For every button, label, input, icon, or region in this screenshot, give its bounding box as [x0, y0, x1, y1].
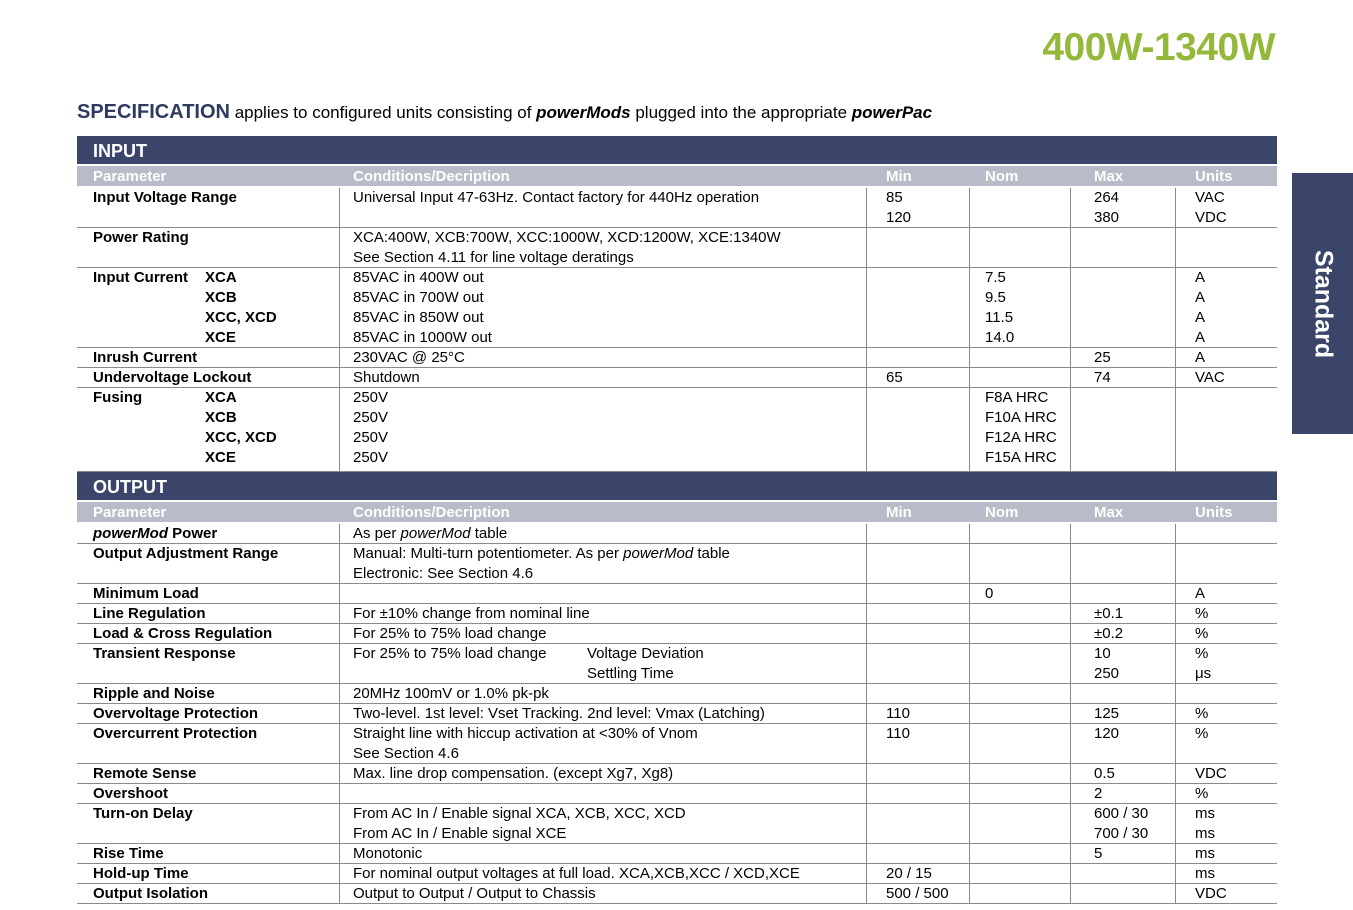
max-value: 10 — [1094, 645, 1111, 662]
condition-text: 250V — [353, 449, 389, 466]
condition-text: Electronic: See Section 4.6 — [353, 565, 534, 582]
column-divider — [1175, 684, 1176, 703]
max-value: 0.5 — [1094, 765, 1115, 782]
table-row — [77, 348, 1277, 368]
max-value: 264 — [1094, 189, 1120, 206]
column-divider — [866, 188, 867, 227]
column-divider — [969, 624, 970, 643]
column-divider — [969, 228, 970, 267]
max-value: 74 — [1094, 369, 1111, 386]
unit-value: ms — [1195, 805, 1215, 822]
column-divider — [1070, 644, 1071, 683]
column-divider — [866, 524, 867, 543]
col-min: Min — [886, 168, 912, 185]
column-divider — [339, 844, 340, 863]
column-divider — [339, 584, 340, 603]
col-nom: Nom — [985, 504, 1019, 521]
column-divider — [866, 228, 867, 267]
column-divider — [339, 704, 340, 723]
max-value: 120 — [1094, 725, 1120, 742]
column-divider — [1070, 764, 1071, 783]
column-divider — [339, 524, 340, 543]
table-row — [77, 368, 1277, 388]
column-divider — [1175, 348, 1176, 367]
column-divider — [1175, 188, 1176, 227]
column-divider — [1070, 884, 1071, 903]
condition-text: 250V — [353, 409, 389, 426]
unit-value: % — [1195, 725, 1209, 742]
spec-text-1: applies to configured units consisting of — [229, 103, 537, 122]
col-nom: Nom — [985, 168, 1019, 185]
max-value: 125 — [1094, 705, 1120, 722]
parameter-sublabel: XCC, XCD — [205, 429, 277, 446]
input-section-title: INPUT — [93, 141, 147, 161]
column-divider — [1175, 644, 1176, 683]
column-divider — [969, 368, 970, 387]
column-divider — [969, 804, 970, 843]
parameter-sublabel: XCE — [205, 329, 236, 346]
table-row — [77, 764, 1277, 784]
parameter-label: Overcurrent Protection — [93, 725, 258, 742]
table-row — [77, 724, 1277, 764]
column-divider — [969, 724, 970, 763]
column-divider — [1175, 228, 1176, 267]
column-divider — [1070, 544, 1071, 583]
column-divider — [1175, 584, 1176, 603]
condition-text: See Section 4.6 — [353, 745, 459, 762]
unit-value: ms — [1195, 845, 1215, 862]
condition-subtext: Settling Time — [587, 665, 674, 682]
side-tab-standard — [1292, 173, 1353, 434]
parameter-italic: powerMod — [93, 525, 168, 542]
column-divider — [866, 268, 867, 347]
column-divider — [866, 388, 867, 471]
col-units: Units — [1195, 504, 1233, 521]
min-value: 500 / 500 — [886, 885, 949, 902]
unit-value: μs — [1195, 665, 1212, 682]
column-divider — [1070, 804, 1071, 843]
min-value: 65 — [886, 369, 903, 386]
column-divider — [969, 584, 970, 603]
parameter-label: Fusing — [93, 389, 143, 406]
column-divider — [339, 624, 340, 643]
condition-part: powerMod — [400, 525, 471, 542]
column-divider — [339, 684, 340, 703]
unit-value: VAC — [1195, 369, 1225, 386]
table-row — [77, 268, 1277, 348]
col-parameter: Parameter — [93, 504, 167, 521]
parameter-label: Output Adjustment Range — [93, 545, 279, 562]
parameter-label: Input Voltage Range — [93, 189, 237, 206]
column-divider — [1175, 724, 1176, 763]
table-row — [77, 884, 1277, 904]
column-divider — [866, 544, 867, 583]
column-divider — [1175, 268, 1176, 347]
table-row — [77, 844, 1277, 864]
table-row — [77, 188, 1277, 228]
column-divider — [1070, 368, 1071, 387]
spec-powerpac: powerPac — [851, 103, 933, 122]
parameter-label: Transient Response — [93, 645, 236, 662]
col-max: Max — [1094, 168, 1124, 185]
col-parameter: Parameter — [93, 168, 167, 185]
parameter-suffix: Power — [168, 525, 218, 542]
unit-value: VAC — [1195, 189, 1225, 206]
column-divider — [1175, 784, 1176, 803]
nom-value: 0 — [985, 585, 994, 602]
condition-text: Max. line drop compensation. (except Xg7, Xg8) — [353, 765, 674, 782]
max-value: 700 / 30 — [1094, 825, 1149, 842]
column-divider — [1175, 864, 1176, 883]
column-divider — [1070, 604, 1071, 623]
table-row — [77, 544, 1277, 584]
parameter-label: Hold-up Time — [93, 865, 189, 882]
parameter-sublabel: XCC, XCD — [205, 309, 277, 326]
column-divider — [969, 704, 970, 723]
condition-text: 20MHz 100mV or 1.0% pk-pk — [353, 685, 549, 702]
table-row — [77, 584, 1277, 604]
specification-label: SPECIFICATION — [77, 101, 230, 123]
parameter-label — [93, 524, 217, 544]
unit-value: A — [1195, 329, 1206, 346]
unit-value: % — [1195, 645, 1209, 662]
nom-value: 7.5 — [985, 269, 1006, 286]
column-divider — [866, 764, 867, 783]
condition-text: 230VAC @ 25°C — [353, 349, 465, 366]
condition-part: Manual: Multi-turn potentiometer. As per — [353, 545, 624, 562]
max-value: 2 — [1094, 785, 1103, 802]
unit-value: VDC — [1195, 885, 1227, 902]
unit-value: % — [1195, 705, 1209, 722]
parameter-label: Overshoot — [93, 785, 169, 802]
unit-value: % — [1195, 785, 1209, 802]
condition-text: From AC In / Enable signal XCE — [353, 825, 567, 842]
unit-value: VDC — [1195, 209, 1227, 226]
condition-text — [353, 544, 730, 564]
column-divider — [969, 644, 970, 683]
condition-text: XCA:400W, XCB:700W, XCC:1000W, XCD:1200W, XCE:1340W — [353, 229, 781, 246]
column-divider — [339, 764, 340, 783]
column-divider — [339, 228, 340, 267]
column-divider — [1070, 784, 1071, 803]
spec-powermods: powerMods — [536, 103, 631, 122]
parameter-label: Input Current — [93, 269, 188, 286]
parameter-label: Output Isolation — [93, 885, 208, 902]
side-tab-label: Standard — [1309, 249, 1337, 358]
column-divider — [339, 268, 340, 347]
nom-value: 11.5 — [985, 309, 1014, 326]
column-divider — [866, 624, 867, 643]
max-value: 380 — [1094, 209, 1120, 226]
column-divider — [866, 844, 867, 863]
output-table — [77, 524, 1277, 904]
column-divider — [339, 604, 340, 623]
table-row — [77, 804, 1277, 844]
unit-value: ms — [1195, 825, 1215, 842]
column-divider — [1175, 764, 1176, 783]
condition-text: 85VAC in 850W out — [353, 309, 484, 326]
column-divider — [1070, 388, 1071, 471]
column-divider — [866, 884, 867, 903]
condition-text: 85VAC in 700W out — [353, 289, 484, 306]
condition-text: For ±10% change from nominal line — [353, 605, 590, 622]
column-divider — [339, 368, 340, 387]
condition-text: 250V — [353, 389, 389, 406]
column-divider — [1175, 884, 1176, 903]
column-divider — [1175, 524, 1176, 543]
column-divider — [1070, 864, 1071, 883]
min-value: 20 / 15 — [886, 865, 932, 882]
column-divider — [1070, 684, 1071, 703]
condition-text: Monotonic — [353, 845, 423, 862]
column-divider — [866, 348, 867, 367]
max-value: 25 — [1094, 349, 1111, 366]
condition-part: table — [470, 525, 508, 542]
output-section-title: OUTPUT — [93, 477, 167, 497]
parameter-label: Inrush Current — [93, 349, 198, 366]
column-divider — [969, 764, 970, 783]
column-divider — [1070, 348, 1071, 367]
column-divider — [866, 644, 867, 683]
parameter-label: Remote Sense — [93, 765, 197, 782]
condition-text: 250V — [353, 429, 389, 446]
column-divider — [1070, 624, 1071, 643]
condition-part: table — [693, 545, 730, 562]
table-row — [77, 228, 1277, 268]
parameter-label: Ripple and Noise — [93, 685, 215, 702]
column-divider — [969, 544, 970, 583]
output-column-header — [77, 502, 1277, 522]
column-divider — [969, 604, 970, 623]
table-row — [77, 684, 1277, 704]
parameter-label: Minimum Load — [93, 585, 199, 602]
column-divider — [1070, 188, 1071, 227]
column-divider — [1070, 228, 1071, 267]
parameter-label: Undervoltage Lockout — [93, 369, 252, 386]
column-divider — [866, 724, 867, 763]
condition-text: For nominal output voltages at full load. XCA,XCB,XCC / XCD,XCE — [353, 865, 800, 882]
condition-text: For 25% to 75% load change — [353, 645, 547, 662]
max-value: ±0.2 — [1094, 625, 1124, 642]
column-divider — [339, 864, 340, 883]
condition-text: See Section 4.11 for line voltage deratings — [353, 249, 634, 266]
parameter-label: Turn-on Delay — [93, 805, 193, 822]
col-conditions: Conditions/Decription — [353, 168, 510, 185]
column-divider — [339, 544, 340, 583]
col-conditions: Conditions/Decription — [353, 504, 510, 521]
nom-value: F15A HRC — [985, 449, 1057, 466]
column-divider — [969, 844, 970, 863]
specification-line — [77, 101, 932, 124]
parameter-label: Power Rating — [93, 229, 189, 246]
column-divider — [969, 684, 970, 703]
input-column-header — [77, 166, 1277, 186]
column-divider — [1175, 544, 1176, 583]
parameter-sublabel: XCA — [205, 389, 237, 406]
column-divider — [866, 784, 867, 803]
min-value: 110 — [886, 725, 910, 742]
min-value: 85 — [886, 189, 903, 206]
column-divider — [866, 684, 867, 703]
column-divider — [969, 864, 970, 883]
input-table — [77, 188, 1277, 472]
unit-value: A — [1195, 289, 1206, 306]
unit-value: % — [1195, 625, 1209, 642]
condition-text: 85VAC in 400W out — [353, 269, 484, 286]
col-max: Max — [1094, 504, 1124, 521]
column-divider — [969, 348, 970, 367]
parameter-sublabel: XCB — [205, 289, 237, 306]
max-value: 250 — [1094, 665, 1120, 682]
column-divider — [969, 388, 970, 471]
column-divider — [1070, 704, 1071, 723]
column-divider — [1175, 388, 1176, 471]
max-value: 600 / 30 — [1094, 805, 1149, 822]
condition-text: 85VAC in 1000W out — [353, 329, 492, 346]
column-divider — [339, 644, 340, 683]
condition-text: Straight line with hiccup activation at <30% of Vnom — [353, 725, 698, 742]
nom-value: F12A HRC — [985, 429, 1057, 446]
condition-text: Two-level. 1st level: Vset Tracking. 2nd level: Vmax (Latching) — [353, 705, 765, 722]
column-divider — [969, 884, 970, 903]
unit-value: A — [1195, 585, 1206, 602]
column-divider — [1175, 624, 1176, 643]
table-row — [77, 864, 1277, 884]
max-value: ±0.1 — [1094, 605, 1124, 622]
nom-value: F8A HRC — [985, 389, 1049, 406]
nom-value: 14.0 — [985, 329, 1015, 346]
column-divider — [339, 804, 340, 843]
table-row — [77, 604, 1277, 624]
column-divider — [1175, 844, 1176, 863]
nom-value: F10A HRC — [985, 409, 1057, 426]
column-divider — [1070, 584, 1071, 603]
parameter-label: Overvoltage Protection — [93, 705, 259, 722]
parameter-label: Load & Cross Regulation — [93, 625, 273, 642]
col-min: Min — [886, 504, 912, 521]
unit-value: ms — [1195, 865, 1215, 882]
column-divider — [866, 584, 867, 603]
condition-text: Output to Output / Output to Chassis — [353, 885, 596, 902]
column-divider — [339, 784, 340, 803]
col-units: Units — [1195, 168, 1233, 185]
condition-text — [353, 524, 507, 544]
parameter-label: Line Regulation — [93, 605, 206, 622]
column-divider — [339, 884, 340, 903]
table-row — [77, 644, 1277, 684]
column-divider — [339, 188, 340, 227]
column-divider — [866, 804, 867, 843]
min-value: 120 — [886, 209, 912, 226]
unit-value: A — [1195, 309, 1206, 326]
condition-text: Shutdown — [353, 369, 420, 386]
parameter-sublabel: XCA — [205, 269, 237, 286]
output-section-header — [77, 472, 1277, 500]
spec-text-2: plugged into the appropriate — [630, 103, 852, 122]
condition-text: For 25% to 75% load change — [353, 625, 547, 642]
condition-part: powerMod — [623, 545, 694, 562]
parameter-sublabel: XCB — [205, 409, 237, 426]
column-divider — [969, 188, 970, 227]
table-row — [77, 524, 1277, 544]
condition-subtext: Voltage Deviation — [587, 645, 704, 662]
column-divider — [1070, 268, 1071, 347]
min-value: 110 — [886, 705, 910, 722]
input-section-header — [77, 136, 1277, 164]
parameter-label: Rise Time — [93, 845, 164, 862]
range-title: 400W-1340W — [1042, 26, 1275, 69]
unit-value: A — [1195, 269, 1206, 286]
condition-text: Universal Input 47-63Hz. Contact factory for 440Hz operation — [353, 189, 760, 206]
column-divider — [866, 864, 867, 883]
unit-value: % — [1195, 605, 1209, 622]
column-divider — [969, 268, 970, 347]
column-divider — [1175, 604, 1176, 623]
max-value: 5 — [1094, 845, 1103, 862]
column-divider — [866, 704, 867, 723]
column-divider — [866, 604, 867, 623]
parameter-sublabel: XCE — [205, 449, 236, 466]
unit-value: VDC — [1195, 765, 1227, 782]
column-divider — [339, 348, 340, 367]
column-divider — [339, 388, 340, 471]
condition-part: As per — [353, 525, 401, 542]
nom-value: 9.5 — [985, 289, 1006, 306]
column-divider — [1175, 704, 1176, 723]
table-row — [77, 784, 1277, 804]
column-divider — [1070, 844, 1071, 863]
column-divider — [969, 784, 970, 803]
column-divider — [339, 724, 340, 763]
column-divider — [1175, 804, 1176, 843]
table-row — [77, 388, 1277, 472]
unit-value: A — [1195, 349, 1206, 366]
column-divider — [1175, 368, 1176, 387]
column-divider — [866, 368, 867, 387]
table-row — [77, 704, 1277, 724]
table-row — [77, 624, 1277, 644]
column-divider — [969, 524, 970, 543]
column-divider — [1070, 524, 1071, 543]
column-divider — [1070, 724, 1071, 763]
condition-text: From AC In / Enable signal XCA, XCB, XCC, XCD — [353, 805, 686, 822]
